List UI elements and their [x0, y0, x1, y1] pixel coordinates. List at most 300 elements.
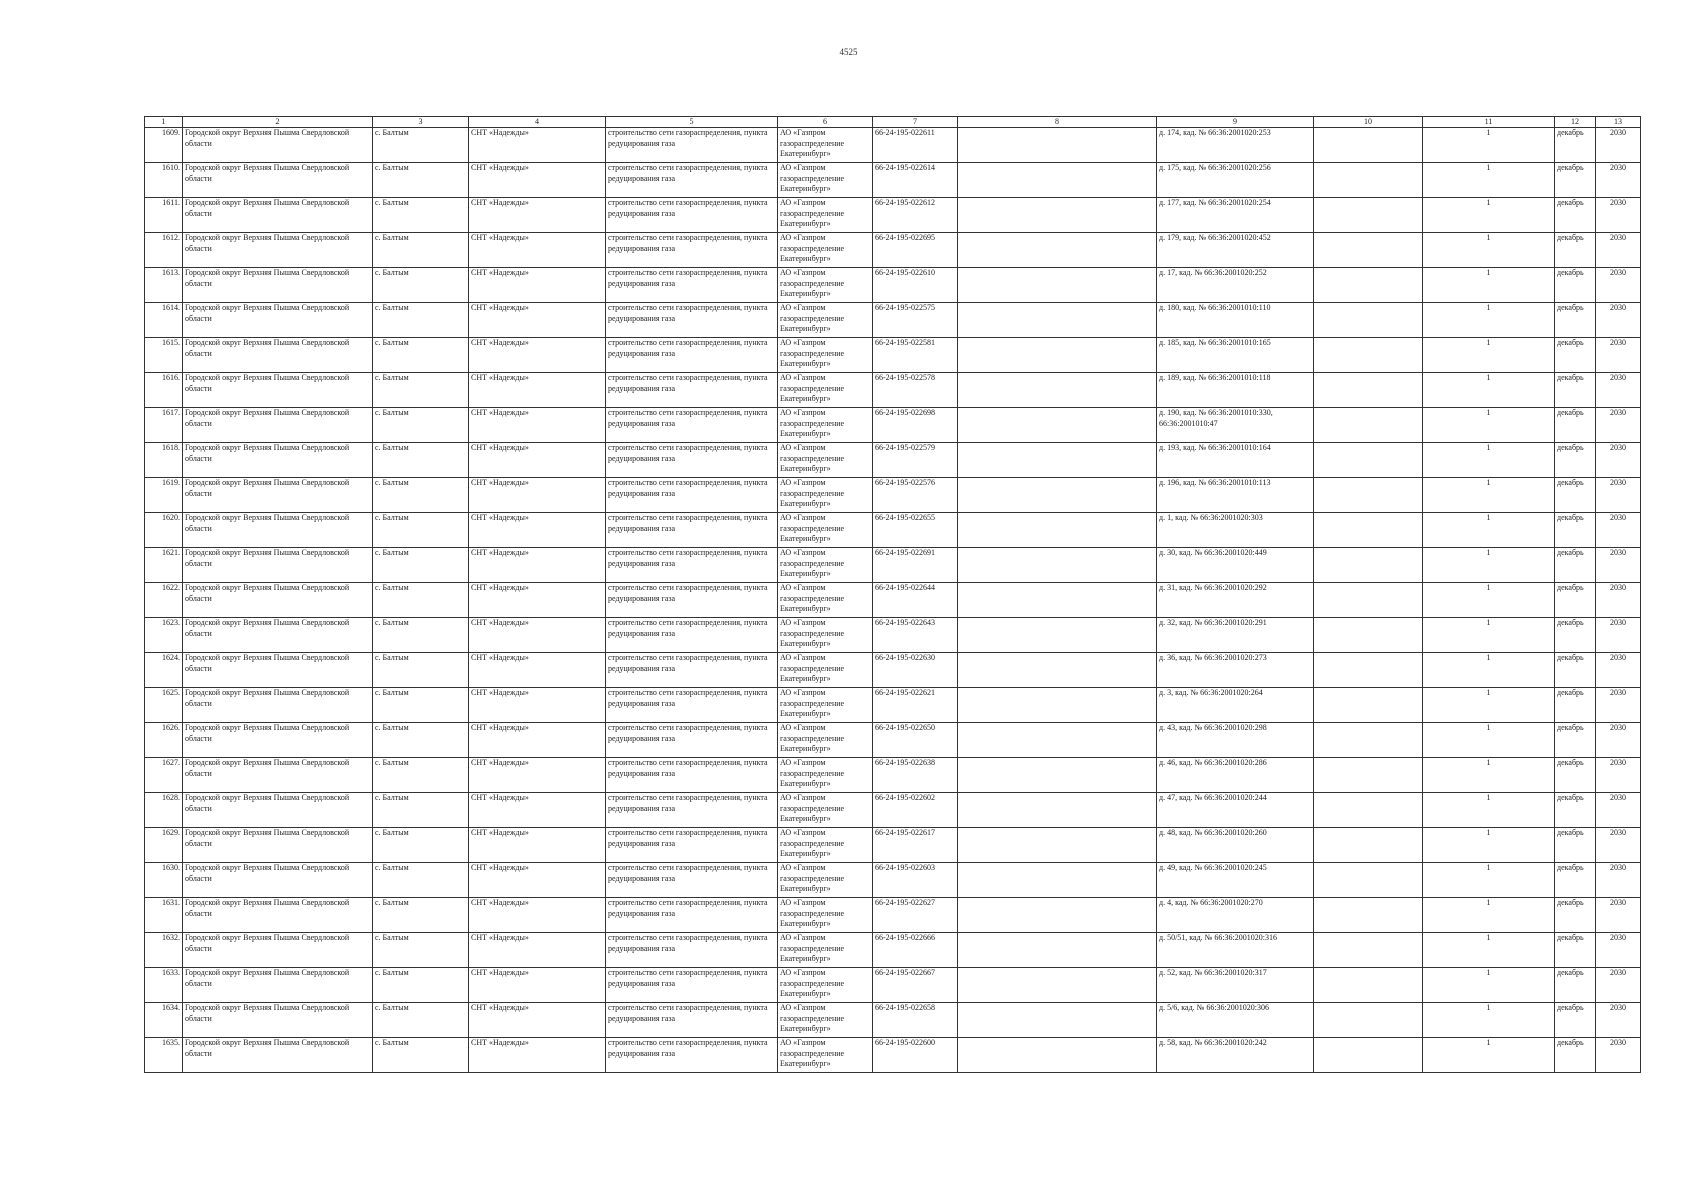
- row-number-cell: 1630.: [145, 863, 183, 898]
- year-cell: 2030: [1596, 828, 1641, 863]
- table-row: [145, 723, 1641, 758]
- column-10-cell: [1314, 268, 1423, 303]
- table-row: [145, 758, 1641, 793]
- region-cell: Городской округ Верхняя Пышма Свердловской области: [183, 758, 373, 793]
- quantity-cell: 1: [1423, 128, 1555, 163]
- work-description-cell: строительство сети газораспределения, пункта редуцирования газа: [606, 1003, 778, 1038]
- region-cell: Городской округ Верхняя Пышма Свердловской области: [183, 443, 373, 478]
- column-10-cell: [1314, 793, 1423, 828]
- address-cell: д. 174, кад. № 66:36:2001020:253: [1157, 128, 1314, 163]
- region-cell: Городской округ Верхняя Пышма Свердловской области: [183, 513, 373, 548]
- object-cell: СНТ «Надежды»: [469, 128, 606, 163]
- quantity-cell: 1: [1423, 1038, 1555, 1073]
- column-8-cell: [958, 233, 1157, 268]
- object-cell: СНТ «Надежды»: [469, 513, 606, 548]
- object-cell: СНТ «Надежды»: [469, 268, 606, 303]
- column-8-cell: [958, 513, 1157, 548]
- quantity-cell: 1: [1423, 478, 1555, 513]
- settlement-cell: с. Балтым: [373, 653, 469, 688]
- column-header: 5: [606, 117, 778, 128]
- table-row: [145, 583, 1641, 618]
- quantity-cell: 1: [1423, 828, 1555, 863]
- organization-cell: АО «Газпром газораспределение Екатеринбург»: [778, 513, 873, 548]
- code-cell: 66-24-195-022579: [873, 443, 958, 478]
- month-cell: декабрь: [1555, 1003, 1596, 1038]
- work-description-cell: строительство сети газораспределения, пункта редуцирования газа: [606, 373, 778, 408]
- month-cell: декабрь: [1555, 653, 1596, 688]
- code-cell: 66-24-195-022617: [873, 828, 958, 863]
- organization-cell: АО «Газпром газораспределение Екатеринбург»: [778, 1038, 873, 1073]
- row-number-cell: 1632.: [145, 933, 183, 968]
- object-cell: СНТ «Надежды»: [469, 688, 606, 723]
- column-10-cell: [1314, 513, 1423, 548]
- quantity-cell: 1: [1423, 513, 1555, 548]
- column-10-cell: [1314, 863, 1423, 898]
- code-cell: 66-24-195-022655: [873, 513, 958, 548]
- year-cell: 2030: [1596, 618, 1641, 653]
- row-number-cell: 1634.: [145, 1003, 183, 1038]
- column-header: 10: [1314, 117, 1423, 128]
- settlement-cell: с. Балтым: [373, 478, 469, 513]
- column-10-cell: [1314, 1003, 1423, 1038]
- region-cell: Городской округ Верхняя Пышма Свердловской области: [183, 968, 373, 1003]
- column-header: 6: [778, 117, 873, 128]
- row-number-cell: 1631.: [145, 898, 183, 933]
- code-cell: 66-24-195-022581: [873, 338, 958, 373]
- quantity-cell: 1: [1423, 863, 1555, 898]
- work-description-cell: строительство сети газораспределения, пункта редуцирования газа: [606, 723, 778, 758]
- table-header-row: [145, 117, 1641, 128]
- row-number-cell: 1623.: [145, 618, 183, 653]
- column-8-cell: [958, 793, 1157, 828]
- work-description-cell: строительство сети газораспределения, пункта редуцирования газа: [606, 968, 778, 1003]
- table-row: [145, 968, 1641, 1003]
- object-cell: СНТ «Надежды»: [469, 758, 606, 793]
- organization-cell: АО «Газпром газораспределение Екатеринбург»: [778, 828, 873, 863]
- settlement-cell: с. Балтым: [373, 863, 469, 898]
- organization-cell: АО «Газпром газораспределение Екатеринбург»: [778, 933, 873, 968]
- column-10-cell: [1314, 618, 1423, 653]
- year-cell: 2030: [1596, 1003, 1641, 1038]
- year-cell: 2030: [1596, 653, 1641, 688]
- quantity-cell: 1: [1423, 723, 1555, 758]
- column-10-cell: [1314, 723, 1423, 758]
- code-cell: 66-24-195-022612: [873, 198, 958, 233]
- settlement-cell: с. Балтым: [373, 163, 469, 198]
- settlement-cell: с. Балтым: [373, 198, 469, 233]
- quantity-cell: 1: [1423, 618, 1555, 653]
- organization-cell: АО «Газпром газораспределение Екатеринбург»: [778, 968, 873, 1003]
- table-row: [145, 268, 1641, 303]
- work-description-cell: строительство сети газораспределения, пункта редуцирования газа: [606, 163, 778, 198]
- work-description-cell: строительство сети газораспределения, пункта редуцирования газа: [606, 933, 778, 968]
- settlement-cell: с. Балтым: [373, 373, 469, 408]
- address-cell: д. 50/51, кад. № 66:36:2001020:316: [1157, 933, 1314, 968]
- settlement-cell: с. Балтым: [373, 793, 469, 828]
- column-8-cell: [958, 268, 1157, 303]
- table-row: [145, 1003, 1641, 1038]
- code-cell: 66-24-195-022644: [873, 583, 958, 618]
- table-body: [145, 128, 1641, 1073]
- address-cell: д. 30, кад. № 66:36:2001020:449: [1157, 548, 1314, 583]
- organization-cell: АО «Газпром газораспределение Екатеринбург»: [778, 1003, 873, 1038]
- row-number-cell: 1609.: [145, 128, 183, 163]
- row-number-cell: 1614.: [145, 303, 183, 338]
- column-10-cell: [1314, 828, 1423, 863]
- organization-cell: АО «Газпром газораспределение Екатеринбург»: [778, 373, 873, 408]
- row-number-cell: 1613.: [145, 268, 183, 303]
- month-cell: декабрь: [1555, 933, 1596, 968]
- settlement-cell: с. Балтым: [373, 1003, 469, 1038]
- page-number: 4525: [839, 47, 858, 57]
- address-cell: д. 1, кад. № 66:36:2001020:303: [1157, 513, 1314, 548]
- work-description-cell: строительство сети газораспределения, пункта редуцирования газа: [606, 303, 778, 338]
- column-10-cell: [1314, 198, 1423, 233]
- object-cell: СНТ «Надежды»: [469, 408, 606, 443]
- column-10-cell: [1314, 338, 1423, 373]
- work-description-cell: строительство сети газораспределения, пункта редуцирования газа: [606, 478, 778, 513]
- column-10-cell: [1314, 478, 1423, 513]
- month-cell: декабрь: [1555, 548, 1596, 583]
- table-row: [145, 163, 1641, 198]
- object-cell: СНТ «Надежды»: [469, 583, 606, 618]
- object-cell: СНТ «Надежды»: [469, 933, 606, 968]
- column-10-cell: [1314, 408, 1423, 443]
- quantity-cell: 1: [1423, 303, 1555, 338]
- work-description-cell: строительство сети газораспределения, пункта редуцирования газа: [606, 338, 778, 373]
- column-8-cell: [958, 653, 1157, 688]
- year-cell: 2030: [1596, 723, 1641, 758]
- year-cell: 2030: [1596, 198, 1641, 233]
- code-cell: 66-24-195-022611: [873, 128, 958, 163]
- settlement-cell: с. Балтым: [373, 1038, 469, 1073]
- month-cell: декабрь: [1555, 898, 1596, 933]
- address-cell: д. 190, кад. № 66:36:2001010:330, 66:36:2001010:47: [1157, 408, 1314, 443]
- code-cell: 66-24-195-022610: [873, 268, 958, 303]
- region-cell: Городской округ Верхняя Пышма Свердловской области: [183, 548, 373, 583]
- organization-cell: АО «Газпром газораспределение Екатеринбург»: [778, 863, 873, 898]
- address-cell: д. 189, кад. № 66:36:2001010:118: [1157, 373, 1314, 408]
- column-header: 7: [873, 117, 958, 128]
- organization-cell: АО «Газпром газораспределение Екатеринбург»: [778, 758, 873, 793]
- object-cell: СНТ «Надежды»: [469, 478, 606, 513]
- quantity-cell: 1: [1423, 268, 1555, 303]
- column-8-cell: [958, 163, 1157, 198]
- month-cell: декабрь: [1555, 443, 1596, 478]
- code-cell: 66-24-195-022602: [873, 793, 958, 828]
- settlement-cell: с. Балтым: [373, 338, 469, 373]
- work-description-cell: строительство сети газораспределения, пункта редуцирования газа: [606, 268, 778, 303]
- settlement-cell: с. Балтым: [373, 968, 469, 1003]
- address-cell: д. 17, кад. № 66:36:2001020:252: [1157, 268, 1314, 303]
- quantity-cell: 1: [1423, 688, 1555, 723]
- region-cell: Городской округ Верхняя Пышма Свердловской области: [183, 1038, 373, 1073]
- column-header: 12: [1555, 117, 1596, 128]
- object-cell: СНТ «Надежды»: [469, 618, 606, 653]
- settlement-cell: с. Балтым: [373, 268, 469, 303]
- region-cell: Городской округ Верхняя Пышма Свердловской области: [183, 793, 373, 828]
- table-row: [145, 443, 1641, 478]
- work-description-cell: строительство сети газораспределения, пункта редуцирования газа: [606, 758, 778, 793]
- quantity-cell: 1: [1423, 233, 1555, 268]
- column-8-cell: [958, 373, 1157, 408]
- settlement-cell: с. Балтым: [373, 513, 469, 548]
- region-cell: Городской округ Верхняя Пышма Свердловской области: [183, 583, 373, 618]
- column-8-cell: [958, 1003, 1157, 1038]
- organization-cell: АО «Газпром газораспределение Екатеринбург»: [778, 163, 873, 198]
- code-cell: 66-24-195-022695: [873, 233, 958, 268]
- organization-cell: АО «Газпром газораспределение Екатеринбург»: [778, 233, 873, 268]
- settlement-cell: с. Балтым: [373, 933, 469, 968]
- column-8-cell: [958, 443, 1157, 478]
- settlement-cell: с. Балтым: [373, 443, 469, 478]
- settlement-cell: с. Балтым: [373, 548, 469, 583]
- region-cell: Городской округ Верхняя Пышма Свердловской области: [183, 1003, 373, 1038]
- work-description-cell: строительство сети газораспределения, пункта редуцирования газа: [606, 828, 778, 863]
- object-cell: СНТ «Надежды»: [469, 303, 606, 338]
- column-8-cell: [958, 338, 1157, 373]
- month-cell: декабрь: [1555, 373, 1596, 408]
- month-cell: декабрь: [1555, 478, 1596, 513]
- quantity-cell: 1: [1423, 758, 1555, 793]
- organization-cell: АО «Газпром газораспределение Екатеринбург»: [778, 688, 873, 723]
- year-cell: 2030: [1596, 128, 1641, 163]
- organization-cell: АО «Газпром газораспределение Екатеринбург»: [778, 408, 873, 443]
- month-cell: декабрь: [1555, 793, 1596, 828]
- code-cell: 66-24-195-022691: [873, 548, 958, 583]
- settlement-cell: с. Балтым: [373, 233, 469, 268]
- table-row: [145, 338, 1641, 373]
- code-cell: 66-24-195-022658: [873, 1003, 958, 1038]
- settlement-cell: с. Балтым: [373, 758, 469, 793]
- column-10-cell: [1314, 233, 1423, 268]
- month-cell: декабрь: [1555, 863, 1596, 898]
- quantity-cell: 1: [1423, 338, 1555, 373]
- column-8-cell: [958, 303, 1157, 338]
- year-cell: 2030: [1596, 408, 1641, 443]
- column-8-cell: [958, 1038, 1157, 1073]
- address-cell: д. 31, кад. № 66:36:2001020:292: [1157, 583, 1314, 618]
- row-number-cell: 1618.: [145, 443, 183, 478]
- address-cell: д. 47, кад. № 66:36:2001020:244: [1157, 793, 1314, 828]
- object-cell: СНТ «Надежды»: [469, 1003, 606, 1038]
- column-8-cell: [958, 408, 1157, 443]
- address-cell: д. 193, кад. № 66:36:2001010:164: [1157, 443, 1314, 478]
- region-cell: Городской округ Верхняя Пышма Свердловской области: [183, 268, 373, 303]
- row-number-cell: 1625.: [145, 688, 183, 723]
- address-cell: д. 180, кад. № 66:36:2001010:110: [1157, 303, 1314, 338]
- quantity-cell: 1: [1423, 898, 1555, 933]
- object-cell: СНТ «Надежды»: [469, 373, 606, 408]
- year-cell: 2030: [1596, 443, 1641, 478]
- column-10-cell: [1314, 653, 1423, 688]
- table-row: [145, 303, 1641, 338]
- work-description-cell: строительство сети газораспределения, пункта редуцирования газа: [606, 583, 778, 618]
- month-cell: декабрь: [1555, 583, 1596, 618]
- year-cell: 2030: [1596, 338, 1641, 373]
- quantity-cell: 1: [1423, 443, 1555, 478]
- year-cell: 2030: [1596, 688, 1641, 723]
- table-row: [145, 688, 1641, 723]
- settlement-cell: с. Балтым: [373, 408, 469, 443]
- work-description-cell: строительство сети газораспределения, пункта редуцирования газа: [606, 688, 778, 723]
- address-cell: д. 48, кад. № 66:36:2001020:260: [1157, 828, 1314, 863]
- address-cell: д. 175, кад. № 66:36:2001020:256: [1157, 163, 1314, 198]
- code-cell: 66-24-195-022630: [873, 653, 958, 688]
- row-number-cell: 1633.: [145, 968, 183, 1003]
- table-row: [145, 933, 1641, 968]
- quantity-cell: 1: [1423, 933, 1555, 968]
- region-cell: Городской округ Верхняя Пышма Свердловской области: [183, 233, 373, 268]
- month-cell: декабрь: [1555, 198, 1596, 233]
- table-row: [145, 653, 1641, 688]
- code-cell: 66-24-195-022643: [873, 618, 958, 653]
- year-cell: 2030: [1596, 233, 1641, 268]
- row-number-cell: 1622.: [145, 583, 183, 618]
- address-cell: д. 185, кад. № 66:36:2001010:165: [1157, 338, 1314, 373]
- object-cell: СНТ «Надежды»: [469, 863, 606, 898]
- work-description-cell: строительство сети газораспределения, пункта редуцирования газа: [606, 513, 778, 548]
- region-cell: Городской округ Верхняя Пышма Свердловской области: [183, 828, 373, 863]
- month-cell: декабрь: [1555, 758, 1596, 793]
- quantity-cell: 1: [1423, 373, 1555, 408]
- organization-cell: АО «Газпром газораспределение Екатеринбург»: [778, 723, 873, 758]
- table-row: [145, 478, 1641, 513]
- year-cell: 2030: [1596, 303, 1641, 338]
- row-number-cell: 1612.: [145, 233, 183, 268]
- month-cell: декабрь: [1555, 303, 1596, 338]
- column-10-cell: [1314, 373, 1423, 408]
- settlement-cell: с. Балтым: [373, 688, 469, 723]
- column-header: 3: [373, 117, 469, 128]
- object-cell: СНТ «Надежды»: [469, 443, 606, 478]
- work-description-cell: строительство сети газораспределения, пункта редуцирования газа: [606, 408, 778, 443]
- code-cell: 66-24-195-022600: [873, 1038, 958, 1073]
- region-cell: Городской округ Верхняя Пышма Свердловской области: [183, 198, 373, 233]
- column-8-cell: [958, 128, 1157, 163]
- code-cell: 66-24-195-022667: [873, 968, 958, 1003]
- month-cell: декабрь: [1555, 688, 1596, 723]
- month-cell: декабрь: [1555, 723, 1596, 758]
- year-cell: 2030: [1596, 863, 1641, 898]
- code-cell: 66-24-195-022698: [873, 408, 958, 443]
- object-cell: СНТ «Надежды»: [469, 898, 606, 933]
- table-row: [145, 793, 1641, 828]
- column-8-cell: [958, 583, 1157, 618]
- region-cell: Городской округ Верхняя Пышма Свердловской области: [183, 653, 373, 688]
- year-cell: 2030: [1596, 268, 1641, 303]
- quantity-cell: 1: [1423, 968, 1555, 1003]
- column-header: 1: [145, 117, 183, 128]
- table-row: [145, 1038, 1641, 1073]
- column-header: 13: [1596, 117, 1641, 128]
- settlement-cell: с. Балтым: [373, 898, 469, 933]
- quantity-cell: 1: [1423, 198, 1555, 233]
- work-description-cell: строительство сети газораспределения, пункта редуцирования газа: [606, 898, 778, 933]
- object-cell: СНТ «Надежды»: [469, 968, 606, 1003]
- region-cell: Городской округ Верхняя Пышма Свердловской области: [183, 408, 373, 443]
- code-cell: 66-24-195-022650: [873, 723, 958, 758]
- code-cell: 66-24-195-022576: [873, 478, 958, 513]
- column-8-cell: [958, 478, 1157, 513]
- year-cell: 2030: [1596, 793, 1641, 828]
- region-cell: Городской округ Верхняя Пышма Свердловской области: [183, 618, 373, 653]
- column-10-cell: [1314, 548, 1423, 583]
- organization-cell: АО «Газпром газораспределение Екатеринбург»: [778, 303, 873, 338]
- month-cell: декабрь: [1555, 268, 1596, 303]
- row-number-cell: 1611.: [145, 198, 183, 233]
- address-cell: д. 43, кад. № 66:36:2001020:298: [1157, 723, 1314, 758]
- settlement-cell: с. Балтым: [373, 583, 469, 618]
- settlement-cell: с. Балтым: [373, 723, 469, 758]
- work-description-cell: строительство сети газораспределения, пункта редуцирования газа: [606, 548, 778, 583]
- column-10-cell: [1314, 933, 1423, 968]
- column-8-cell: [958, 548, 1157, 583]
- column-10-cell: [1314, 303, 1423, 338]
- month-cell: декабрь: [1555, 618, 1596, 653]
- column-8-cell: [958, 618, 1157, 653]
- row-number-cell: 1610.: [145, 163, 183, 198]
- organization-cell: АО «Газпром газораспределение Екатеринбург»: [778, 583, 873, 618]
- year-cell: 2030: [1596, 898, 1641, 933]
- organization-cell: АО «Газпром газораспределение Екатеринбург»: [778, 618, 873, 653]
- region-cell: Городской округ Верхняя Пышма Свердловской области: [183, 303, 373, 338]
- year-cell: 2030: [1596, 478, 1641, 513]
- region-cell: Городской округ Верхняя Пышма Свердловской области: [183, 898, 373, 933]
- quantity-cell: 1: [1423, 793, 1555, 828]
- row-number-cell: 1616.: [145, 373, 183, 408]
- code-cell: 66-24-195-022578: [873, 373, 958, 408]
- organization-cell: АО «Газпром газораспределение Екатеринбург»: [778, 548, 873, 583]
- work-description-cell: строительство сети газораспределения, пункта редуцирования газа: [606, 233, 778, 268]
- column-8-cell: [958, 723, 1157, 758]
- work-description-cell: строительство сети газораспределения, пункта редуцирования газа: [606, 1038, 778, 1073]
- year-cell: 2030: [1596, 1038, 1641, 1073]
- month-cell: декабрь: [1555, 513, 1596, 548]
- work-description-cell: строительство сети газораспределения, пункта редуцирования газа: [606, 443, 778, 478]
- quantity-cell: 1: [1423, 548, 1555, 583]
- column-10-cell: [1314, 128, 1423, 163]
- year-cell: 2030: [1596, 163, 1641, 198]
- month-cell: декабрь: [1555, 128, 1596, 163]
- column-8-cell: [958, 863, 1157, 898]
- code-cell: 66-24-195-022666: [873, 933, 958, 968]
- row-number-cell: 1624.: [145, 653, 183, 688]
- row-number-cell: 1619.: [145, 478, 183, 513]
- column-10-cell: [1314, 758, 1423, 793]
- quantity-cell: 1: [1423, 653, 1555, 688]
- year-cell: 2030: [1596, 548, 1641, 583]
- address-cell: д. 58, кад. № 66:36:2001020:242: [1157, 1038, 1314, 1073]
- quantity-cell: 1: [1423, 163, 1555, 198]
- object-cell: СНТ «Надежды»: [469, 338, 606, 373]
- table-row: [145, 548, 1641, 583]
- settlement-cell: с. Балтым: [373, 618, 469, 653]
- region-cell: Городской округ Верхняя Пышма Свердловской области: [183, 128, 373, 163]
- work-description-cell: строительство сети газораспределения, пункта редуцирования газа: [606, 653, 778, 688]
- month-cell: декабрь: [1555, 163, 1596, 198]
- table-row: [145, 863, 1641, 898]
- month-cell: декабрь: [1555, 1038, 1596, 1073]
- row-number-cell: 1629.: [145, 828, 183, 863]
- region-cell: Городской округ Верхняя Пышма Свердловской области: [183, 373, 373, 408]
- organization-cell: АО «Газпром газораспределение Екатеринбург»: [778, 793, 873, 828]
- column-8-cell: [958, 688, 1157, 723]
- object-cell: СНТ «Надежды»: [469, 653, 606, 688]
- object-cell: СНТ «Надежды»: [469, 233, 606, 268]
- column-header: 11: [1423, 117, 1555, 128]
- organization-cell: АО «Газпром газораспределение Екатеринбург»: [778, 478, 873, 513]
